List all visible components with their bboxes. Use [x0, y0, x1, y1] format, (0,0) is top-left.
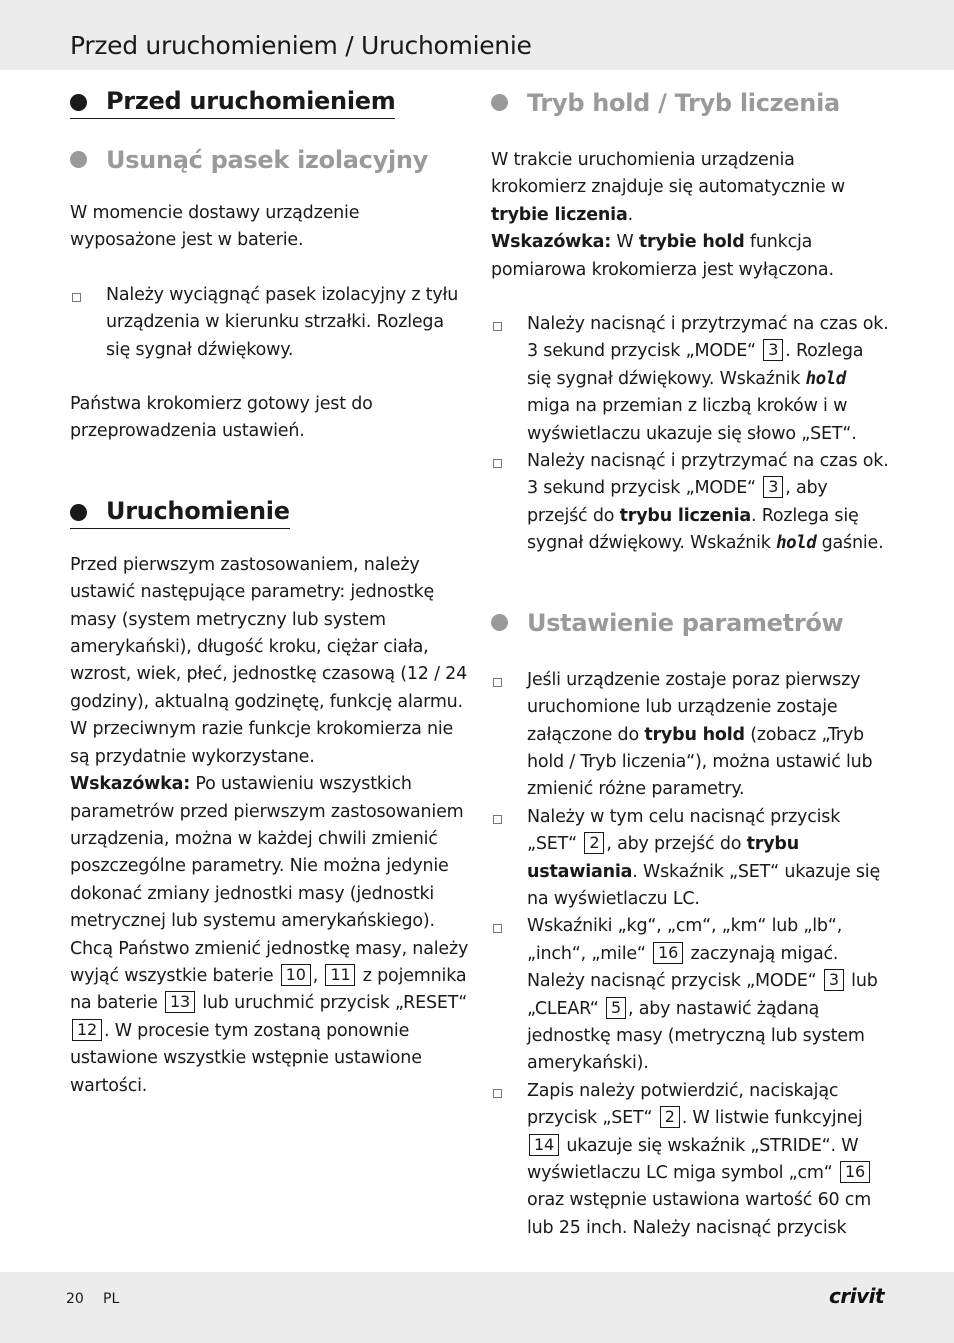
language-code: PL — [103, 1291, 120, 1307]
note-label: Wskazówka: — [70, 774, 190, 795]
paragraph: W momencie dostawy urządzenie wyposażone jest w baterie. — [70, 203, 360, 251]
checkbox-bullet-icon — [493, 924, 502, 933]
note-paragraph: Wskazówka: Po ustawieniu wszystkich parametrów przed pierwszym zastosowaniem urządzenia, można w każdej chwili zmienić poszczególne parametry. Nie można jedynie dokonać zmiany jednostki masy (jednostki metrycznej lub systemu amerykańskiego). Chcą Państwo zmienić jednostkę masy, należy wyjąć wszystkie baterie 10 , 11 z pojemnika na baterie 13 lub uruchmić przycisk „RESET“ 12 . W procesie tym zostaną ponownie ustawione wszystkie wstępnie ustawione wartości. — [70, 774, 469, 1096]
bullet-dot-icon — [491, 614, 508, 631]
page-title: Przed uruchomieniem / Uruchomienie — [70, 31, 532, 60]
list-item: Należy nacisnąć i przytrzymać na czas ok. 3 sekund przycisk „MODE“ 3 , aby przejść do trybu liczenia. Rozlega się sygnał dźwiękowy. Wskaźnik hold gaśnie. — [491, 448, 891, 558]
left-column — [70, 86, 470, 1100]
heading-uruchomienie: Uruchomienie — [70, 496, 290, 529]
list-item: Należy w tym celu nacisnąć przycisk „SET“ 2 , aby przejść do trybu ustawiania. Wskaźnik „SET“ ukazuje się na wyświetlaczu LC. — [491, 804, 891, 914]
checkbox-bullet-icon — [493, 459, 502, 468]
bullet-dot-icon — [491, 94, 508, 111]
checkbox-bullet-icon — [493, 1089, 502, 1098]
hold-indicator: hold — [805, 368, 846, 389]
ref-box: 12 — [72, 1019, 102, 1041]
bullet-dot-icon — [70, 504, 87, 521]
ref-box: 3 — [763, 339, 783, 361]
ref-box: 5 — [606, 997, 626, 1019]
paragraph: Przed pierwszym zastosowaniem, należy ustawić następujące parametry: jednostkę masy (system metryczny lub system amerykański), długość kroku, ciężar ciała, wzrost, wiek, płeć, jednostkę czasową (12 / 24 godziny), aktualną godzinętę, funkcję alarmu. W przeciwnym razie funkcje krokomierza nie są przydatnie wykorzystane. — [70, 554, 468, 767]
ref-box: 3 — [824, 969, 844, 991]
ref-box: 10 — [281, 964, 311, 986]
note-paragraph: Wskazówka: W trybie hold funkcja pomiarowa krokomierza jest wyłączona. — [491, 232, 834, 280]
ref-box: 3 — [763, 476, 783, 498]
hold-indicator: hold — [776, 533, 817, 554]
ref-box: 13 — [165, 991, 195, 1013]
ref-box: 16 — [653, 942, 683, 964]
heading-tryb-hold: Tryb hold / Tryb liczenia — [491, 86, 891, 120]
checkbox-bullet-icon — [493, 678, 502, 687]
bullet-dot-icon — [70, 151, 87, 168]
page-number: 20 — [66, 1291, 84, 1307]
brand-logo: crivit — [829, 1284, 885, 1308]
heading-usunac-pasek: Usunąć pasek izolacyjny — [70, 143, 470, 177]
ref-box: 16 — [840, 1161, 870, 1183]
right-column — [491, 86, 891, 1242]
ref-box: 2 — [584, 832, 604, 854]
list-item: Należy wyciągnąć pasek izolacyjny z tyłu urządzenia w kierunku strzałki. Rozlega się sygnał dźwiękowy. — [70, 282, 470, 364]
list-item: Należy nacisnąć i przytrzymać na czas ok. 3 sekund przycisk „MODE“ 3 . Rozlega się sygnał dźwiękowy. Wskaźnik hold miga na przemian z liczbą kroków i w wyświetlaczu ukazuje się słowo „SET“. — [491, 311, 891, 448]
checkbox-bullet-icon — [72, 293, 81, 302]
ref-box: 2 — [660, 1106, 680, 1128]
paragraph: Państwa krokomierz gotowy jest do przeprowadzenia ustawień. — [70, 394, 373, 442]
heading-ustawienie-parametrow: Ustawienie parametrów — [491, 606, 891, 640]
checkbox-bullet-icon — [493, 815, 502, 824]
list-item: Zapis należy potwierdzić, naciskając przycisk „SET“ 2 . W listwie funkcyjnej 14 ukazuje się wskaźnik „STRIDE“. W wyświetlaczu LC miga symbol „cm“ 16 oraz wstępnie ustawiona wartość 60 cm lub 25 inch. Należy nacisnąć przycisk — [491, 1078, 891, 1242]
ref-box: 11 — [325, 964, 355, 986]
bullet-dot-icon — [70, 94, 87, 111]
page-header — [0, 0, 954, 70]
page-footer — [0, 1272, 954, 1343]
ref-box: 14 — [529, 1134, 559, 1156]
heading-przed-uruchomieniem: Przed uruchomieniem — [70, 86, 395, 119]
list-item: Jeśli urządzenie zostaje poraz pierwszy uruchomione lub urządzenie zostaje załączone do trybu hold (zobacz „Tryb hold / Tryb liczenia“), można ustawić lub zmienić różne parametry. — [491, 667, 891, 804]
checkbox-bullet-icon — [493, 322, 502, 331]
list-item: Wskaźniki „kg“, „cm“, „km“ lub „lb“, „inch“, „mile“ 16 zaczynają migać. Należy nacisnąć przycisk „MODE“ 3 lub „CLEAR“ 5 , aby nastawić żądaną jednostkę masy (metryczną lub system amerykański). — [491, 913, 891, 1077]
paragraph: W trakcie uruchomienia urządzenia krokomierz znajduje się automatycznie w trybie liczenia. — [491, 150, 846, 225]
